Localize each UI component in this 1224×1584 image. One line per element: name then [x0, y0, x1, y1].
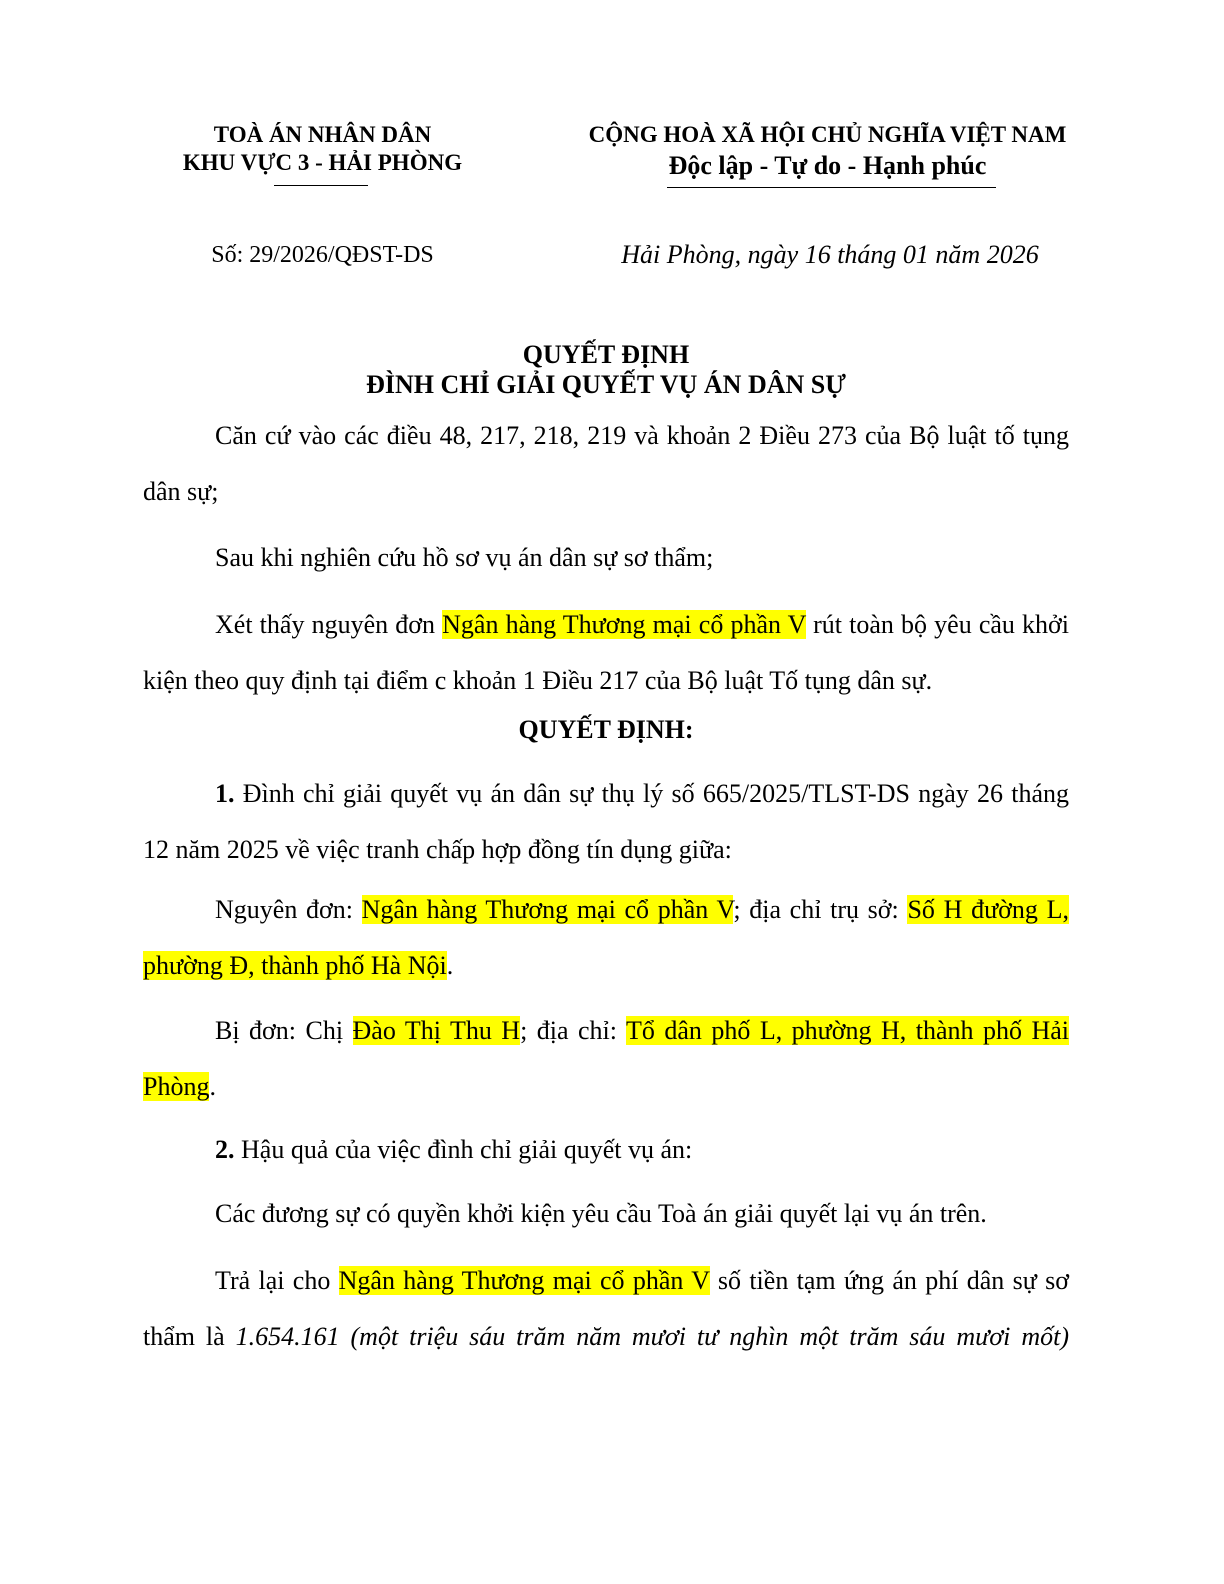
period: .	[446, 951, 454, 980]
refund-amount: 1.654.161 (một triệu sáu trăm năm mươi tư nghìn một trăm sáu mươi mốt)	[235, 1322, 1069, 1351]
period: .	[209, 1072, 216, 1101]
item-2-number: 2.	[215, 1135, 235, 1164]
motto-underline	[667, 187, 996, 188]
highlighted-plaintiff-name: Ngân hàng Thương mại cổ phần V	[361, 895, 734, 924]
decision-item-1	[143, 766, 1069, 878]
decision-heading: QUYẾT ĐỊNH:	[518, 715, 694, 744]
item-2-text: Hậu quả của việc đình chỉ giải quyết vụ án:	[234, 1135, 693, 1164]
item-1-text: Đình chỉ giải quyết vụ án dân sự thụ lý số 665/2025/TLST-DS ngày 26 tháng 12 năm 2025 về việc tranh chấp hợp đồng tín dụng giữa:	[143, 779, 1069, 864]
re-sue-right	[143, 1186, 1069, 1242]
motto: Độc lập - Tự do - Hạnh phúc	[668, 151, 987, 180]
title-line1: QUYẾT ĐỊNH	[522, 340, 690, 369]
title-line2: ĐÌNH CHỈ GIẢI QUYẾT VỤ ÁN DÂN SỰ	[366, 370, 846, 399]
plaintiff-address-label: ; địa chỉ trụ sở:	[733, 895, 908, 924]
refund-text: số tiền tạm ứng án phí dân sự sơ thẩm là	[143, 1266, 1069, 1351]
defendant-label: Bị đơn: Chị	[215, 1016, 353, 1045]
court-name-line1: TOÀ ÁN NHÂN DÂN	[213, 122, 432, 147]
decision-item-2	[143, 1122, 1069, 1178]
national-motto	[560, 121, 1095, 183]
highlighted-refund-bank: Ngân hàng Thương mại cổ phần V	[338, 1266, 710, 1295]
document-title	[143, 340, 1069, 400]
re-sue-text: Các đương sự có quyền khởi kiện yêu cầu Toà án giải quyết lại vụ án trên.	[215, 1199, 987, 1228]
defendant-info	[143, 1003, 1069, 1115]
nation-name: CỘNG HOÀ XÃ HỘI CHỦ NGHĨA VIỆT NAM	[588, 122, 1067, 147]
preamble-withdrawal	[143, 597, 1069, 709]
plaintiff-info	[143, 882, 1069, 994]
refund-intro: Trả lại cho	[215, 1266, 339, 1295]
plaintiff-label: Nguyên đơn:	[215, 895, 362, 924]
highlighted-defendant-name: Đào Thị Thu H	[352, 1016, 521, 1045]
preamble-legal-basis	[143, 408, 1069, 520]
defendant-address-label: ; địa chỉ:	[520, 1016, 626, 1045]
highlighted-defendant-address: Tổ dân phố L, phường H, thành phố Hải Phòng	[143, 1016, 1069, 1101]
fee-refund	[143, 1253, 1069, 1365]
withdrawal-text: rút toàn bộ yêu cầu khởi kiện theo quy định tại điểm c khoản 1 Điều 217 của Bộ luật Tố tụng dân sự.	[143, 610, 1070, 695]
document-number: Số: 29/2026/QĐST-DS	[211, 242, 434, 268]
item-1-number: 1.	[215, 779, 235, 808]
highlighted-plaintiff-address: Số H đường L, phường Đ, thành phố Hà Nội	[143, 895, 1069, 980]
court-name-line2: KHU VỰC 3 - HẢI PHÒNG	[182, 150, 463, 175]
court-name	[160, 121, 485, 177]
preamble-review	[143, 530, 1069, 586]
review-text: Sau khi nghiên cứu hồ sơ vụ án dân sự sơ thẩm;	[215, 543, 714, 572]
place-date: Hải Phòng, ngày 16 tháng 01 năm 2026	[621, 240, 1039, 269]
withdrawal-intro: Xét thấy nguyên đơn	[215, 610, 443, 639]
court-underline	[274, 185, 368, 186]
legal-basis-text: Căn cứ vào các điều 48, 217, 218, 219 và khoản 2 Điều 273 của Bộ luật tố tụng dân sự;	[143, 421, 1069, 506]
highlighted-plaintiff-name: Ngân hàng Thương mại cổ phần V	[442, 610, 806, 639]
